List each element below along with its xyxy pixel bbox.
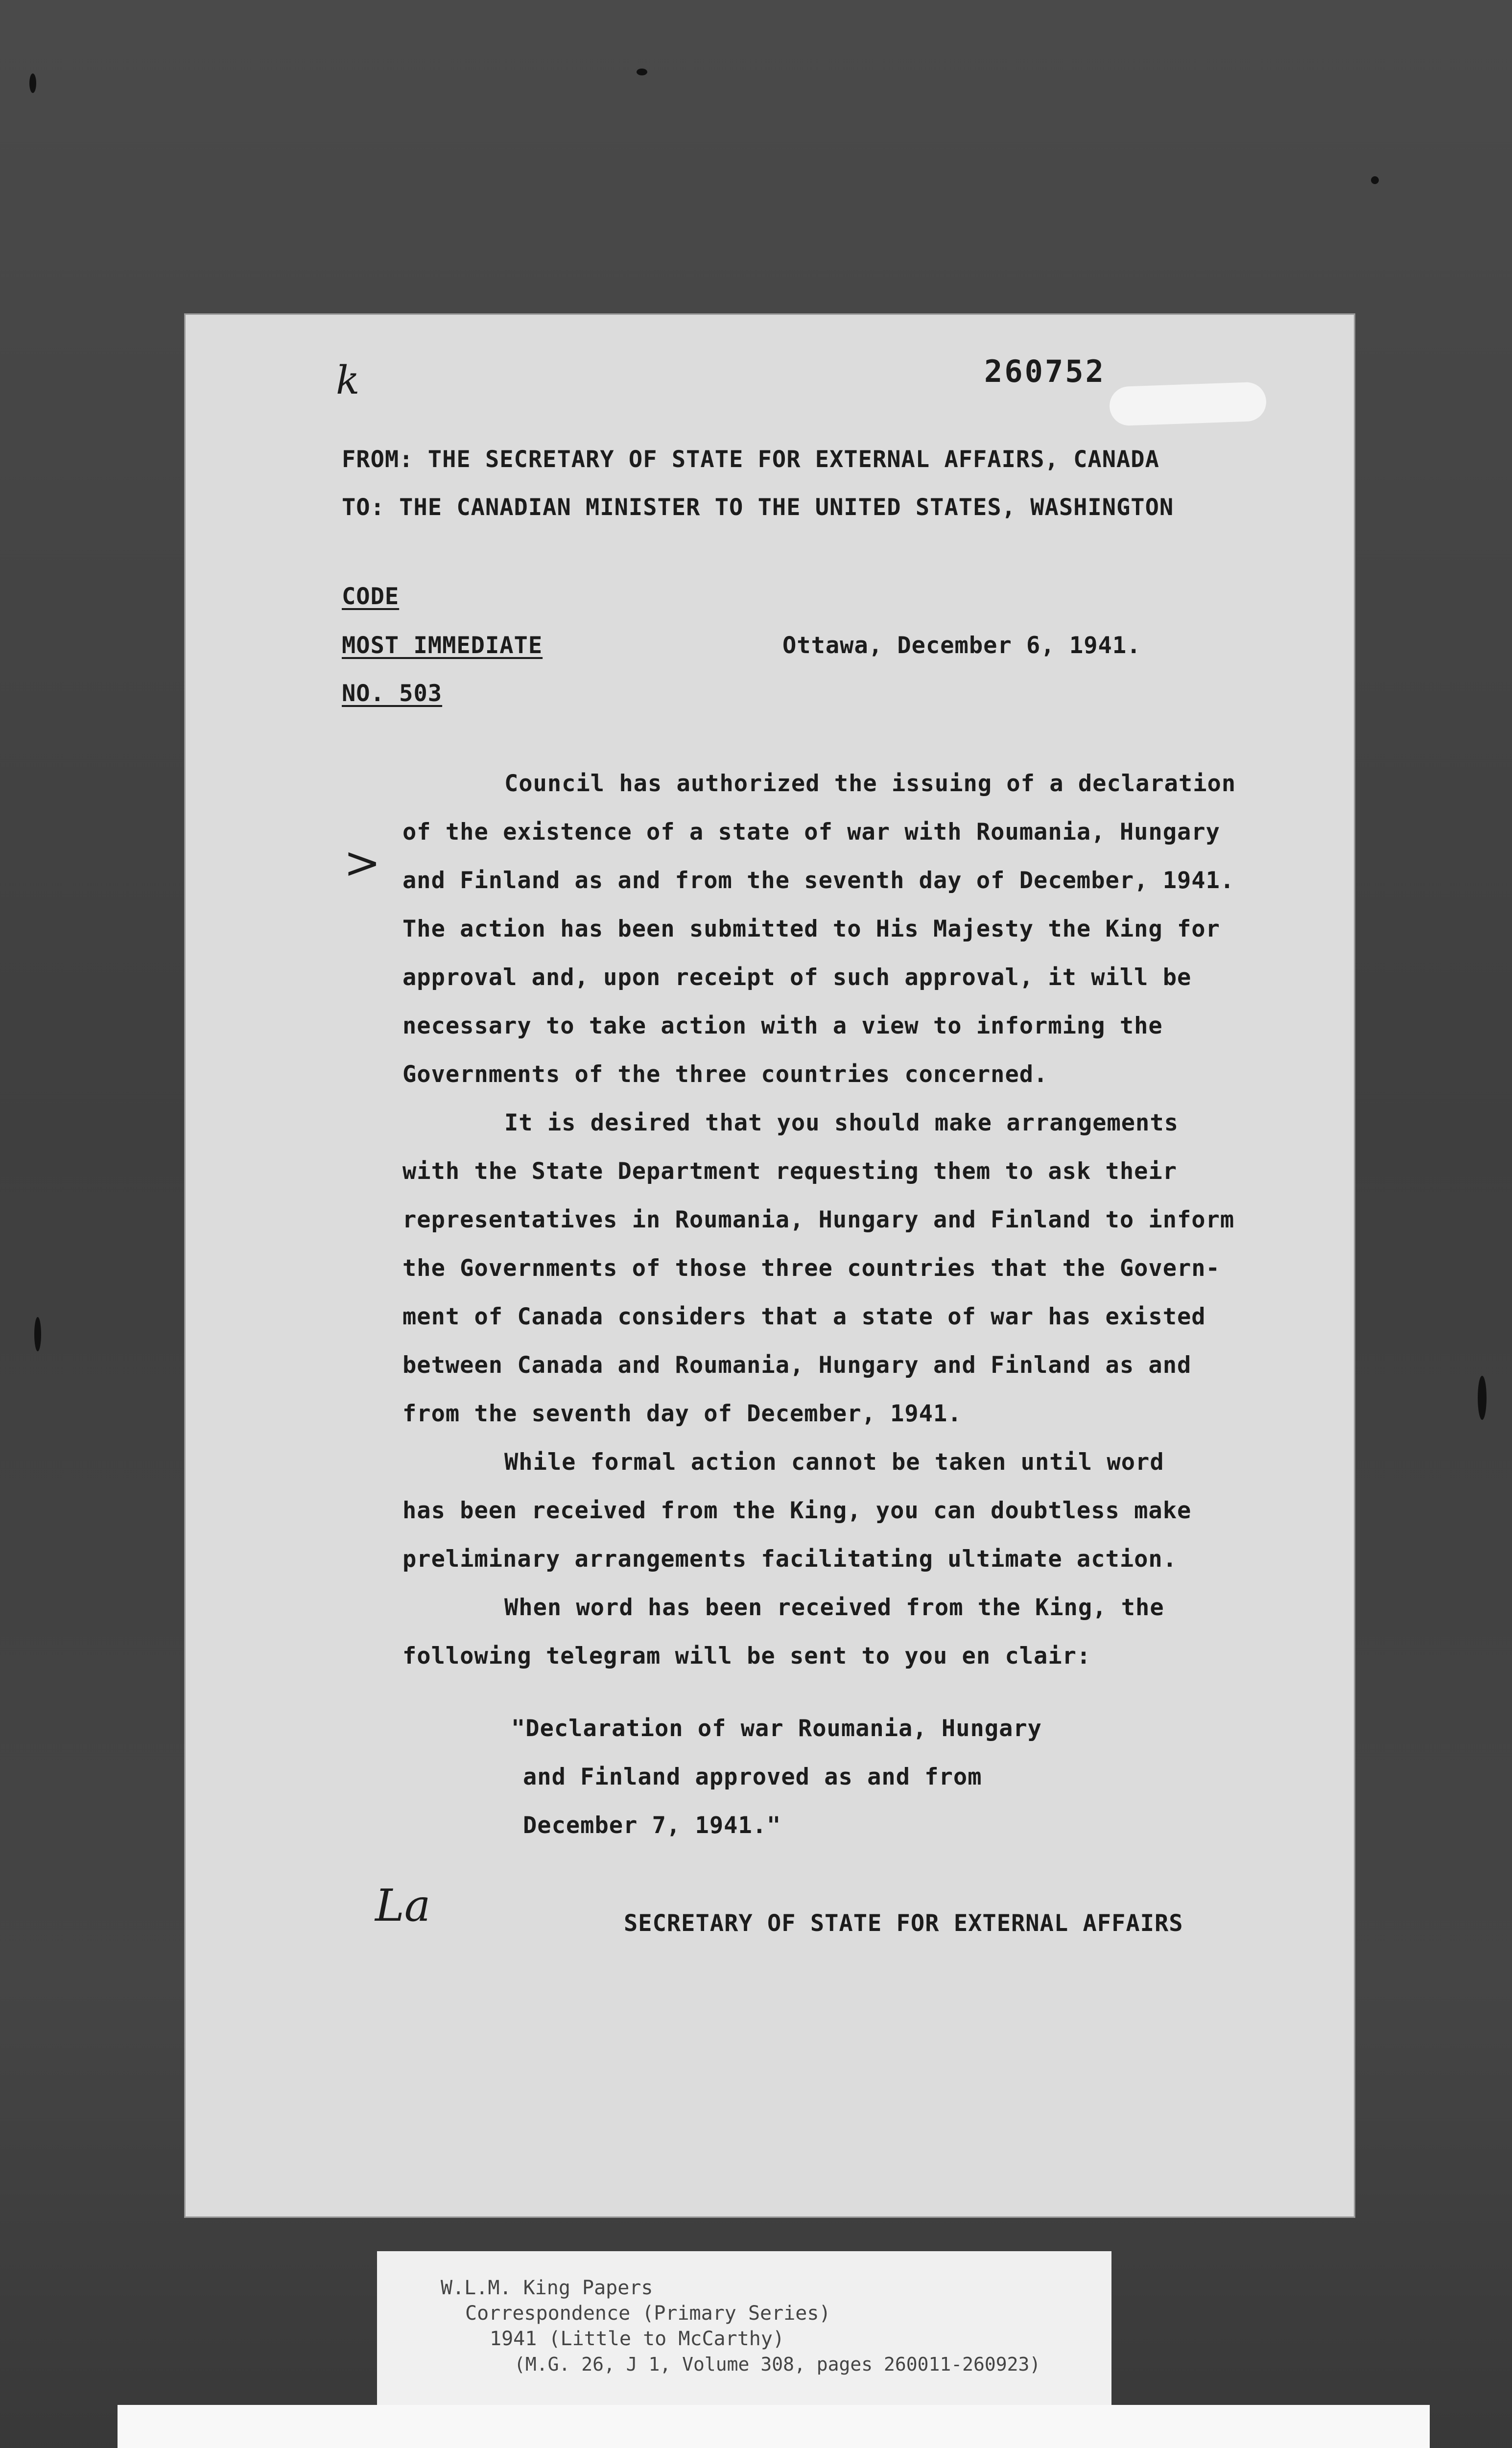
body-line: While formal action cannot be taken until word <box>504 1449 1164 1476</box>
header-to: TO: THE CANADIAN MINISTER TO THE UNITED STATES, WASHINGTON <box>342 494 1174 521</box>
body-line: necessary to take action with a view to informing the <box>402 1012 1163 1039</box>
body-line: Council has authorized the issuing of a declaration <box>504 770 1236 797</box>
code-label: CODE <box>342 583 400 610</box>
place-date: Ottawa, December 6, 1941. <box>782 632 1141 659</box>
correction-mark <box>1109 381 1267 426</box>
margin-mark: > <box>344 837 381 889</box>
archives-card <box>118 2405 1430 2448</box>
body-line: the Governments of those three countries that the Govern- <box>402 1255 1220 1282</box>
quote-line: "Declaration of war Roumania, Hungary <box>511 1715 1042 1742</box>
priority-label: MOST IMMEDIATE <box>342 632 543 659</box>
body-line: The action has been submitted to His Majesty the King for <box>402 916 1220 942</box>
telegram-number: NO. 503 <box>342 680 443 707</box>
body-line: ment of Canada considers that a state of war has existed <box>402 1303 1206 1330</box>
document-number: 260752 <box>984 353 1106 389</box>
dust-speck <box>29 73 36 93</box>
body-line: with the State Department requesting them to ask their <box>402 1158 1178 1185</box>
body-line: When word has been received from the King, the <box>504 1594 1164 1621</box>
body-line: approval and, upon receipt of such approval, it will be <box>402 964 1192 991</box>
dust-speck <box>1478 1376 1487 1420</box>
dust-speck <box>34 1317 41 1351</box>
reference-line: Correspondence (Primary Series) <box>465 2302 831 2325</box>
handwritten-initials: k <box>336 357 360 403</box>
reference-label <box>377 2251 1111 2413</box>
signature: SECRETARY OF STATE FOR EXTERNAL AFFAIRS <box>624 1910 1183 1937</box>
body-line: between Canada and Roumania, Hungary and Finland as and <box>402 1352 1192 1379</box>
header-from: FROM: THE SECRETARY OF STATE FOR EXTERNAL AFFAIRS, CANADA <box>342 446 1159 473</box>
body-line: preliminary arrangements facilitating ultimate action. <box>402 1546 1178 1573</box>
body-line: from the seventh day of December, 1941. <box>402 1400 962 1427</box>
handwritten-note: La <box>375 1880 431 1931</box>
reference-line: 1941 (Little to McCarthy) <box>490 2328 785 2350</box>
reference-line: W.L.M. King Papers <box>441 2277 653 2299</box>
dust-speck <box>637 69 647 75</box>
letter-page <box>184 313 1355 2218</box>
dust-speck <box>1371 176 1379 184</box>
body-line: has been received from the King, you can doubtless make <box>402 1497 1192 1524</box>
body-line: It is desired that you should make arrangements <box>504 1109 1179 1136</box>
quote-line: and Finland approved as and from <box>523 1764 982 1790</box>
body-line: following telegram will be sent to you en clair: <box>402 1643 1091 1670</box>
body-line: of the existence of a state of war with Roumania, Hungary <box>402 819 1220 846</box>
body-line: representatives in Roumania, Hungary and Finland to inform <box>402 1206 1235 1233</box>
quote-line: December 7, 1941." <box>523 1812 781 1839</box>
body-line: Governments of the three countries concerned. <box>402 1061 1048 1088</box>
body-line: and Finland as and from the seventh day of December, 1941. <box>402 867 1235 894</box>
reference-line: (M.G. 26, J 1, Volume 308, pages 260011-260923) <box>514 2354 1041 2375</box>
